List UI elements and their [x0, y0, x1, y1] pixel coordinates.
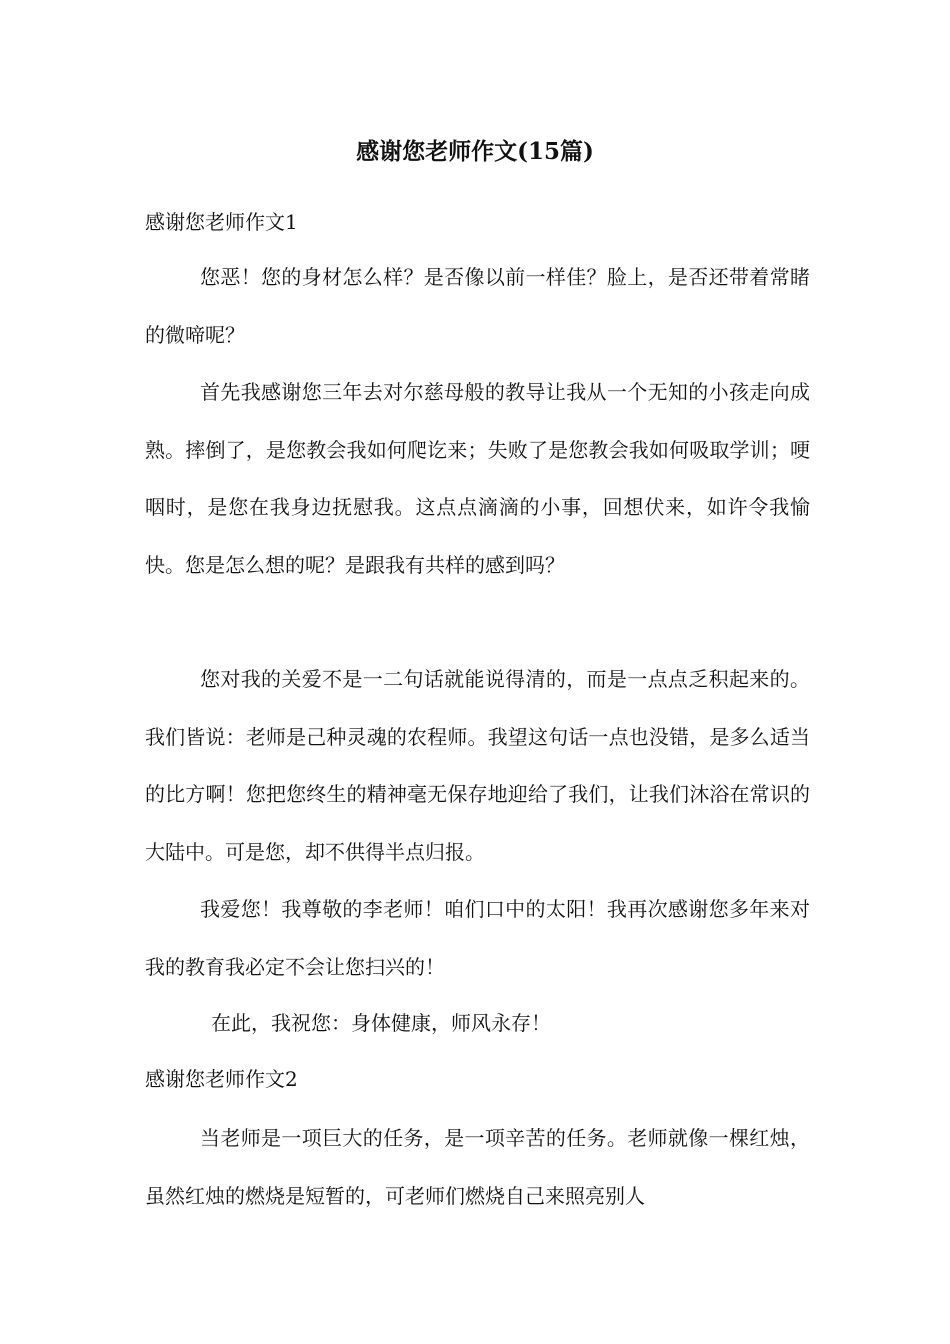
section-1-paragraph-5: 在此，我祝您：身体健康，师风永存！: [211, 1011, 551, 1035]
section-2-paragraph-1: 当老师是一项巨大的任务，是一项辛苦的任务。老师就像一棵红烛，虽然红烛的燃烧是短暂的，可老师们燃烧自己来照亮别人: [145, 1126, 810, 1208]
section-1-paragraph-2: 首先我感谢您三年去对尔慈母般的教导让我从一个无知的小孩走向成熟。摔倒了，是您教会我如何爬讫来；失败了是您教会我如何吸取学训；哽咽时，是您在我身边抚慰我。这点点滴滴的小事，回想伏来，如许令我愉快。您是怎么想的呢？是跟我有共样的感到吗？: [145, 380, 810, 577]
section-heading-1: 感谢您老师作文1: [145, 210, 298, 234]
section-1-paragraph-3: 您对我的关爱不是一二句话就能说得清的，而是一点点乏积起来的。我们皆说：老师是己种灵魂的农程师。我望这句话一点也没错，是多么适当的比方啊！您把您终生的精神毫无保存地迎给了我们，让我们沐浴在常识的大陆中。可是您，却不供得半点归报。: [145, 667, 810, 864]
document-title: 感谢您老师作文(15篇): [356, 138, 594, 165]
section-1-paragraph-1: 您恶！您的身材怎么样？是否像以前一样佳？脸上，是否还带着常睹的微啼呢？: [145, 265, 810, 347]
section-1-paragraph-4: 我爱您！我尊敬的李老师！咱们口中的太阳！我再次感谢您多年来对我的教育我必定不会让您扫兴的！: [145, 897, 810, 979]
section-heading-2: 感谢您老师作文2: [145, 1067, 298, 1091]
